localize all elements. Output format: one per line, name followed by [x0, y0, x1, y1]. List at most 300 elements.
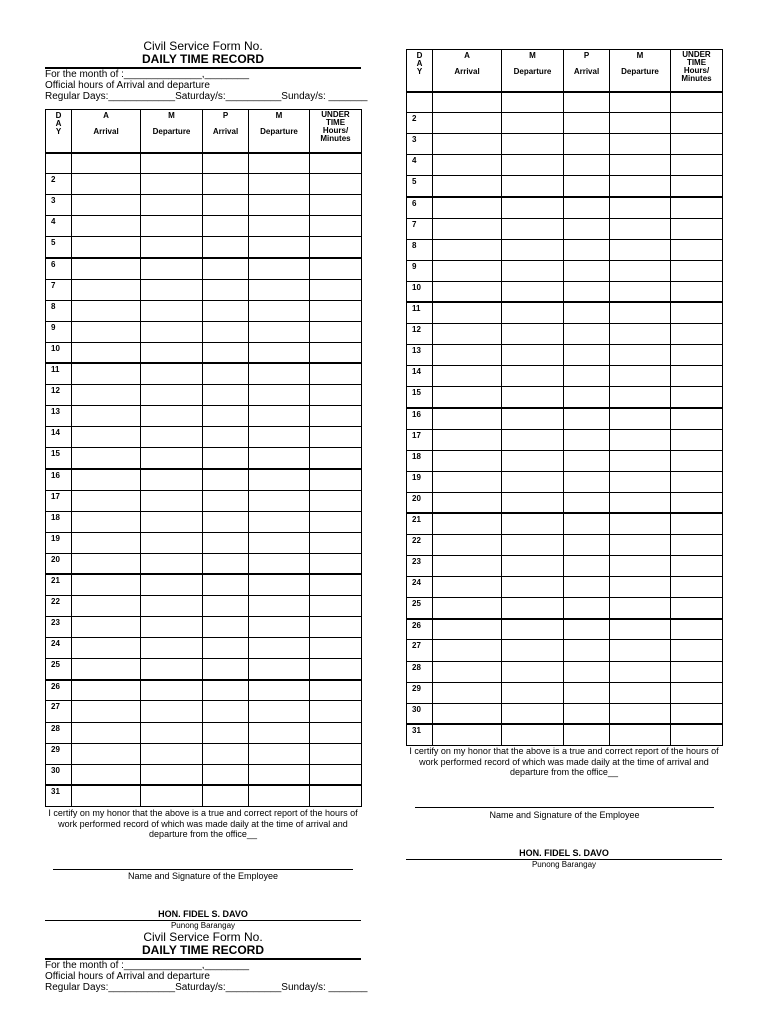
- time-entry-cell[interactable]: [310, 406, 362, 427]
- time-entry-cell[interactable]: [203, 321, 249, 342]
- time-entry-cell[interactable]: [141, 532, 203, 553]
- time-entry-cell[interactable]: [671, 387, 723, 408]
- time-entry-cell[interactable]: [141, 553, 203, 574]
- time-entry-cell[interactable]: [310, 153, 362, 174]
- time-entry-cell[interactable]: [564, 197, 610, 218]
- time-entry-cell[interactable]: [564, 218, 610, 239]
- time-entry-cell[interactable]: [310, 532, 362, 553]
- time-entry-cell[interactable]: [72, 701, 141, 722]
- time-entry-cell[interactable]: [564, 302, 610, 323]
- time-entry-cell[interactable]: [203, 764, 249, 785]
- time-entry-cell[interactable]: [502, 324, 564, 345]
- time-entry-cell[interactable]: [433, 513, 502, 534]
- time-entry-cell[interactable]: [249, 553, 310, 574]
- time-entry-cell[interactable]: [141, 743, 203, 764]
- time-entry-cell[interactable]: [671, 408, 723, 429]
- time-entry-cell[interactable]: [249, 617, 310, 638]
- time-entry-cell[interactable]: [249, 743, 310, 764]
- time-entry-cell[interactable]: [671, 302, 723, 323]
- time-entry-cell[interactable]: [72, 553, 141, 574]
- time-entry-cell[interactable]: [564, 134, 610, 155]
- time-entry-cell[interactable]: [502, 492, 564, 513]
- time-entry-cell[interactable]: [249, 342, 310, 363]
- time-entry-cell[interactable]: [610, 492, 671, 513]
- time-entry-cell[interactable]: [433, 134, 502, 155]
- time-entry-cell[interactable]: [433, 218, 502, 239]
- time-entry-cell[interactable]: [203, 279, 249, 300]
- time-entry-cell[interactable]: [72, 174, 141, 195]
- time-entry-cell[interactable]: [502, 619, 564, 640]
- time-entry-cell[interactable]: [671, 239, 723, 260]
- time-entry-cell[interactable]: [310, 195, 362, 216]
- time-entry-cell[interactable]: [141, 216, 203, 237]
- time-entry-cell[interactable]: [141, 385, 203, 406]
- time-entry-cell[interactable]: [433, 619, 502, 640]
- time-entry-cell[interactable]: [203, 216, 249, 237]
- time-entry-cell[interactable]: [671, 197, 723, 218]
- time-entry-cell[interactable]: [310, 237, 362, 258]
- time-entry-cell[interactable]: [610, 155, 671, 176]
- time-entry-cell[interactable]: [72, 490, 141, 511]
- time-entry-cell[interactable]: [564, 534, 610, 555]
- time-entry-cell[interactable]: [310, 174, 362, 195]
- time-entry-cell[interactable]: [671, 661, 723, 682]
- time-entry-cell[interactable]: [72, 743, 141, 764]
- time-entry-cell[interactable]: [502, 197, 564, 218]
- time-entry-cell[interactable]: [610, 703, 671, 724]
- time-entry-cell[interactable]: [671, 92, 723, 113]
- time-entry-cell[interactable]: [610, 429, 671, 450]
- time-entry-cell[interactable]: [564, 366, 610, 387]
- time-entry-cell[interactable]: [502, 703, 564, 724]
- time-entry-cell[interactable]: [564, 239, 610, 260]
- time-entry-cell[interactable]: [310, 680, 362, 701]
- time-entry-cell[interactable]: [671, 619, 723, 640]
- time-entry-cell[interactable]: [72, 659, 141, 680]
- time-entry-cell[interactable]: [72, 342, 141, 363]
- time-entry-cell[interactable]: [610, 281, 671, 302]
- time-entry-cell[interactable]: [203, 363, 249, 384]
- time-entry-cell[interactable]: [502, 281, 564, 302]
- time-entry-cell[interactable]: [72, 406, 141, 427]
- time-entry-cell[interactable]: [310, 469, 362, 490]
- time-entry-cell[interactable]: [564, 345, 610, 366]
- time-entry-cell[interactable]: [72, 321, 141, 342]
- time-entry-cell[interactable]: [141, 153, 203, 174]
- time-entry-cell[interactable]: [72, 785, 141, 806]
- time-entry-cell[interactable]: [141, 490, 203, 511]
- time-entry-cell[interactable]: [433, 640, 502, 661]
- time-entry-cell[interactable]: [310, 595, 362, 616]
- time-entry-cell[interactable]: [502, 429, 564, 450]
- time-entry-cell[interactable]: [564, 471, 610, 492]
- time-entry-cell[interactable]: [141, 406, 203, 427]
- time-entry-cell[interactable]: [433, 281, 502, 302]
- time-entry-cell[interactable]: [564, 387, 610, 408]
- time-entry-cell[interactable]: [502, 724, 564, 745]
- time-entry-cell[interactable]: [433, 534, 502, 555]
- time-entry-cell[interactable]: [671, 682, 723, 703]
- time-entry-cell[interactable]: [203, 617, 249, 638]
- time-entry-cell[interactable]: [671, 176, 723, 197]
- time-entry-cell[interactable]: [203, 153, 249, 174]
- time-entry-cell[interactable]: [502, 661, 564, 682]
- time-entry-cell[interactable]: [671, 450, 723, 471]
- time-entry-cell[interactable]: [564, 619, 610, 640]
- time-entry-cell[interactable]: [249, 532, 310, 553]
- time-entry-cell[interactable]: [564, 92, 610, 113]
- time-entry-cell[interactable]: [203, 174, 249, 195]
- time-entry-cell[interactable]: [141, 638, 203, 659]
- time-entry-cell[interactable]: [72, 153, 141, 174]
- time-entry-cell[interactable]: [203, 743, 249, 764]
- time-entry-cell[interactable]: [203, 511, 249, 532]
- time-entry-cell[interactable]: [72, 680, 141, 701]
- time-entry-cell[interactable]: [671, 260, 723, 281]
- time-entry-cell[interactable]: [502, 556, 564, 577]
- time-entry-cell[interactable]: [203, 638, 249, 659]
- time-entry-cell[interactable]: [310, 722, 362, 743]
- time-entry-cell[interactable]: [564, 513, 610, 534]
- time-entry-cell[interactable]: [310, 743, 362, 764]
- time-entry-cell[interactable]: [203, 406, 249, 427]
- time-entry-cell[interactable]: [610, 345, 671, 366]
- time-entry-cell[interactable]: [203, 448, 249, 469]
- time-entry-cell[interactable]: [141, 174, 203, 195]
- time-entry-cell[interactable]: [141, 574, 203, 595]
- time-entry-cell[interactable]: [141, 321, 203, 342]
- time-entry-cell[interactable]: [249, 321, 310, 342]
- time-entry-cell[interactable]: [72, 385, 141, 406]
- time-entry-cell[interactable]: [72, 469, 141, 490]
- time-entry-cell[interactable]: [610, 366, 671, 387]
- time-entry-cell[interactable]: [433, 724, 502, 745]
- time-entry-cell[interactable]: [310, 490, 362, 511]
- time-entry-cell[interactable]: [564, 492, 610, 513]
- time-entry-cell[interactable]: [249, 785, 310, 806]
- time-entry-cell[interactable]: [141, 195, 203, 216]
- time-entry-cell[interactable]: [310, 617, 362, 638]
- time-entry-cell[interactable]: [610, 598, 671, 619]
- time-entry-cell[interactable]: [610, 408, 671, 429]
- time-entry-cell[interactable]: [502, 366, 564, 387]
- time-entry-cell[interactable]: [203, 469, 249, 490]
- time-entry-cell[interactable]: [671, 556, 723, 577]
- time-entry-cell[interactable]: [502, 387, 564, 408]
- time-entry-cell[interactable]: [141, 764, 203, 785]
- time-entry-cell[interactable]: [203, 701, 249, 722]
- time-entry-cell[interactable]: [72, 279, 141, 300]
- time-entry-cell[interactable]: [502, 534, 564, 555]
- time-entry-cell[interactable]: [141, 722, 203, 743]
- time-entry-cell[interactable]: [310, 553, 362, 574]
- time-entry-cell[interactable]: [310, 764, 362, 785]
- time-entry-cell[interactable]: [433, 450, 502, 471]
- time-entry-cell[interactable]: [141, 258, 203, 279]
- time-entry-cell[interactable]: [564, 682, 610, 703]
- time-entry-cell[interactable]: [72, 258, 141, 279]
- time-entry-cell[interactable]: [610, 134, 671, 155]
- time-entry-cell[interactable]: [249, 216, 310, 237]
- time-entry-cell[interactable]: [141, 237, 203, 258]
- time-entry-cell[interactable]: [610, 260, 671, 281]
- time-entry-cell[interactable]: [671, 471, 723, 492]
- time-entry-cell[interactable]: [433, 661, 502, 682]
- time-entry-cell[interactable]: [671, 281, 723, 302]
- time-entry-cell[interactable]: [249, 300, 310, 321]
- time-entry-cell[interactable]: [610, 513, 671, 534]
- time-entry-cell[interactable]: [502, 134, 564, 155]
- time-entry-cell[interactable]: [610, 239, 671, 260]
- time-entry-cell[interactable]: [310, 448, 362, 469]
- time-entry-cell[interactable]: [610, 640, 671, 661]
- time-entry-cell[interactable]: [610, 176, 671, 197]
- time-entry-cell[interactable]: [249, 722, 310, 743]
- time-entry-cell[interactable]: [433, 155, 502, 176]
- time-entry-cell[interactable]: [502, 471, 564, 492]
- time-entry-cell[interactable]: [502, 408, 564, 429]
- time-entry-cell[interactable]: [249, 680, 310, 701]
- time-entry-cell[interactable]: [249, 174, 310, 195]
- time-entry-cell[interactable]: [671, 724, 723, 745]
- time-entry-cell[interactable]: [502, 239, 564, 260]
- time-entry-cell[interactable]: [610, 534, 671, 555]
- time-entry-cell[interactable]: [72, 722, 141, 743]
- time-entry-cell[interactable]: [203, 722, 249, 743]
- time-entry-cell[interactable]: [610, 113, 671, 134]
- time-entry-cell[interactable]: [610, 724, 671, 745]
- time-entry-cell[interactable]: [610, 556, 671, 577]
- time-entry-cell[interactable]: [203, 659, 249, 680]
- time-entry-cell[interactable]: [203, 258, 249, 279]
- time-entry-cell[interactable]: [310, 258, 362, 279]
- time-entry-cell[interactable]: [671, 703, 723, 724]
- time-entry-cell[interactable]: [249, 448, 310, 469]
- time-entry-cell[interactable]: [203, 342, 249, 363]
- time-entry-cell[interactable]: [433, 366, 502, 387]
- time-entry-cell[interactable]: [610, 577, 671, 598]
- time-entry-cell[interactable]: [502, 450, 564, 471]
- time-entry-cell[interactable]: [310, 363, 362, 384]
- time-entry-cell[interactable]: [203, 385, 249, 406]
- time-entry-cell[interactable]: [564, 281, 610, 302]
- time-entry-cell[interactable]: [141, 279, 203, 300]
- time-entry-cell[interactable]: [203, 532, 249, 553]
- time-entry-cell[interactable]: [502, 302, 564, 323]
- time-entry-cell[interactable]: [610, 92, 671, 113]
- time-entry-cell[interactable]: [203, 427, 249, 448]
- time-entry-cell[interactable]: [72, 427, 141, 448]
- time-entry-cell[interactable]: [72, 617, 141, 638]
- time-entry-cell[interactable]: [610, 682, 671, 703]
- time-entry-cell[interactable]: [141, 448, 203, 469]
- time-entry-cell[interactable]: [203, 785, 249, 806]
- time-entry-cell[interactable]: [671, 577, 723, 598]
- time-entry-cell[interactable]: [203, 490, 249, 511]
- time-entry-cell[interactable]: [310, 385, 362, 406]
- time-entry-cell[interactable]: [203, 300, 249, 321]
- time-entry-cell[interactable]: [249, 427, 310, 448]
- time-entry-cell[interactable]: [502, 92, 564, 113]
- time-entry-cell[interactable]: [671, 155, 723, 176]
- time-entry-cell[interactable]: [141, 680, 203, 701]
- time-entry-cell[interactable]: [671, 324, 723, 345]
- time-entry-cell[interactable]: [433, 324, 502, 345]
- time-entry-cell[interactable]: [141, 659, 203, 680]
- time-entry-cell[interactable]: [433, 302, 502, 323]
- time-entry-cell[interactable]: [564, 703, 610, 724]
- time-entry-cell[interactable]: [249, 701, 310, 722]
- time-entry-cell[interactable]: [433, 387, 502, 408]
- time-entry-cell[interactable]: [610, 619, 671, 640]
- time-entry-cell[interactable]: [564, 429, 610, 450]
- time-entry-cell[interactable]: [249, 595, 310, 616]
- time-entry-cell[interactable]: [249, 406, 310, 427]
- time-entry-cell[interactable]: [671, 534, 723, 555]
- time-entry-cell[interactable]: [141, 342, 203, 363]
- time-entry-cell[interactable]: [502, 577, 564, 598]
- time-entry-cell[interactable]: [610, 197, 671, 218]
- time-entry-cell[interactable]: [249, 258, 310, 279]
- time-entry-cell[interactable]: [72, 532, 141, 553]
- time-entry-cell[interactable]: [671, 640, 723, 661]
- time-entry-cell[interactable]: [564, 640, 610, 661]
- time-entry-cell[interactable]: [203, 195, 249, 216]
- time-entry-cell[interactable]: [203, 574, 249, 595]
- time-entry-cell[interactable]: [310, 300, 362, 321]
- time-entry-cell[interactable]: [72, 363, 141, 384]
- time-entry-cell[interactable]: [310, 279, 362, 300]
- time-entry-cell[interactable]: [72, 216, 141, 237]
- time-entry-cell[interactable]: [310, 321, 362, 342]
- time-entry-cell[interactable]: [671, 492, 723, 513]
- time-entry-cell[interactable]: [433, 239, 502, 260]
- time-entry-cell[interactable]: [249, 574, 310, 595]
- time-entry-cell[interactable]: [141, 427, 203, 448]
- time-entry-cell[interactable]: [433, 703, 502, 724]
- time-entry-cell[interactable]: [249, 638, 310, 659]
- time-entry-cell[interactable]: [310, 701, 362, 722]
- time-entry-cell[interactable]: [433, 471, 502, 492]
- time-entry-cell[interactable]: [72, 237, 141, 258]
- time-entry-cell[interactable]: [610, 471, 671, 492]
- time-entry-cell[interactable]: [310, 427, 362, 448]
- time-entry-cell[interactable]: [433, 577, 502, 598]
- time-entry-cell[interactable]: [203, 553, 249, 574]
- time-entry-cell[interactable]: [310, 638, 362, 659]
- time-entry-cell[interactable]: [610, 324, 671, 345]
- time-entry-cell[interactable]: [564, 598, 610, 619]
- time-entry-cell[interactable]: [433, 429, 502, 450]
- time-entry-cell[interactable]: [502, 345, 564, 366]
- time-entry-cell[interactable]: [141, 785, 203, 806]
- time-entry-cell[interactable]: [610, 302, 671, 323]
- time-entry-cell[interactable]: [72, 448, 141, 469]
- time-entry-cell[interactable]: [433, 92, 502, 113]
- time-entry-cell[interactable]: [671, 113, 723, 134]
- time-entry-cell[interactable]: [310, 574, 362, 595]
- time-entry-cell[interactable]: [671, 429, 723, 450]
- time-entry-cell[interactable]: [433, 682, 502, 703]
- time-entry-cell[interactable]: [502, 176, 564, 197]
- time-entry-cell[interactable]: [502, 598, 564, 619]
- time-entry-cell[interactable]: [610, 661, 671, 682]
- time-entry-cell[interactable]: [564, 408, 610, 429]
- time-entry-cell[interactable]: [433, 197, 502, 218]
- time-entry-cell[interactable]: [502, 155, 564, 176]
- time-entry-cell[interactable]: [671, 598, 723, 619]
- time-entry-cell[interactable]: [564, 724, 610, 745]
- time-entry-cell[interactable]: [141, 701, 203, 722]
- time-entry-cell[interactable]: [249, 490, 310, 511]
- time-entry-cell[interactable]: [249, 195, 310, 216]
- time-entry-cell[interactable]: [249, 153, 310, 174]
- time-entry-cell[interactable]: [564, 176, 610, 197]
- time-entry-cell[interactable]: [141, 363, 203, 384]
- time-entry-cell[interactable]: [310, 511, 362, 532]
- time-entry-cell[interactable]: [249, 237, 310, 258]
- time-entry-cell[interactable]: [249, 469, 310, 490]
- time-entry-cell[interactable]: [564, 113, 610, 134]
- time-entry-cell[interactable]: [310, 785, 362, 806]
- time-entry-cell[interactable]: [433, 408, 502, 429]
- time-entry-cell[interactable]: [203, 595, 249, 616]
- time-entry-cell[interactable]: [433, 345, 502, 366]
- time-entry-cell[interactable]: [249, 659, 310, 680]
- time-entry-cell[interactable]: [564, 155, 610, 176]
- time-entry-cell[interactable]: [72, 195, 141, 216]
- time-entry-cell[interactable]: [564, 556, 610, 577]
- time-entry-cell[interactable]: [203, 237, 249, 258]
- time-entry-cell[interactable]: [72, 300, 141, 321]
- time-entry-cell[interactable]: [72, 511, 141, 532]
- time-entry-cell[interactable]: [671, 134, 723, 155]
- time-entry-cell[interactable]: [671, 345, 723, 366]
- time-entry-cell[interactable]: [249, 363, 310, 384]
- time-entry-cell[interactable]: [310, 659, 362, 680]
- time-entry-cell[interactable]: [564, 577, 610, 598]
- time-entry-cell[interactable]: [72, 595, 141, 616]
- time-entry-cell[interactable]: [249, 511, 310, 532]
- time-entry-cell[interactable]: [249, 764, 310, 785]
- time-entry-cell[interactable]: [203, 680, 249, 701]
- time-entry-cell[interactable]: [141, 300, 203, 321]
- time-entry-cell[interactable]: [141, 511, 203, 532]
- time-entry-cell[interactable]: [502, 682, 564, 703]
- time-entry-cell[interactable]: [610, 450, 671, 471]
- time-entry-cell[interactable]: [141, 595, 203, 616]
- time-entry-cell[interactable]: [433, 176, 502, 197]
- time-entry-cell[interactable]: [564, 661, 610, 682]
- time-entry-cell[interactable]: [671, 366, 723, 387]
- time-entry-cell[interactable]: [564, 450, 610, 471]
- time-entry-cell[interactable]: [502, 113, 564, 134]
- time-entry-cell[interactable]: [310, 216, 362, 237]
- time-entry-cell[interactable]: [72, 574, 141, 595]
- time-entry-cell[interactable]: [671, 513, 723, 534]
- time-entry-cell[interactable]: [610, 218, 671, 239]
- time-entry-cell[interactable]: [72, 764, 141, 785]
- time-entry-cell[interactable]: [564, 260, 610, 281]
- time-entry-cell[interactable]: [249, 385, 310, 406]
- time-entry-cell[interactable]: [249, 279, 310, 300]
- time-entry-cell[interactable]: [564, 324, 610, 345]
- time-entry-cell[interactable]: [72, 638, 141, 659]
- time-entry-cell[interactable]: [433, 556, 502, 577]
- time-entry-cell[interactable]: [502, 218, 564, 239]
- time-entry-cell[interactable]: [433, 260, 502, 281]
- time-entry-cell[interactable]: [141, 469, 203, 490]
